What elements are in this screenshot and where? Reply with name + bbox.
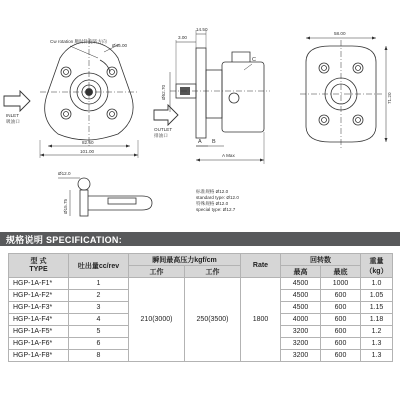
dim-101: 101.00 [80, 149, 95, 154]
cell-weight: 1.3 [361, 338, 393, 350]
dim-diameter-52: Ø52.70 [161, 84, 166, 100]
header-pressure: 瞬间最高压力kgf/cm [129, 254, 241, 266]
cell-displacement: 3 [69, 302, 129, 314]
outlet-arrow [154, 105, 178, 125]
label-c: C [252, 57, 256, 63]
label-b: B [212, 139, 216, 145]
cell-max: 3200 [281, 326, 321, 338]
cell-min: 600 [321, 326, 361, 338]
header-rpm: 回转数 [281, 254, 361, 266]
outlet-label-cn: 排油口 [154, 133, 168, 138]
cell-min: 600 [321, 350, 361, 362]
cell-model: HGP-1A-F8* [9, 350, 69, 362]
cell-max: 4500 [281, 302, 321, 314]
specification-title: 规格说明 SPECIFICATION: [6, 235, 123, 245]
dim-14: 14.50 [196, 27, 208, 32]
table-row [9, 278, 393, 290]
shaft-diameter-dim: Ø12.0 [58, 171, 71, 176]
cell-max: 3200 [281, 338, 321, 350]
cell-displacement: 1 [69, 278, 129, 290]
cell-model: HGP-1A-F6* [9, 338, 69, 350]
header-work-2: 工作 [185, 266, 241, 278]
cell-min: 1000 [321, 278, 361, 290]
inlet-label-cn: 吸油口 [6, 119, 20, 124]
cell-weight: 1.15 [361, 302, 393, 314]
shaft-detail [58, 178, 152, 216]
cell-displacement: 4 [69, 314, 129, 326]
cell-displacement: 6 [69, 338, 129, 350]
cell-min: 600 [321, 290, 361, 302]
header-type [9, 254, 69, 278]
cell-min: 600 [321, 338, 361, 350]
inlet-label-en: INLET [6, 113, 20, 118]
cell-model: HGP-1A-F5* [9, 326, 69, 338]
cell-weight: 1.3 [361, 350, 393, 362]
boss-diameter-dim: Ø45.00 [112, 43, 128, 48]
cell-max: 4000 [281, 314, 321, 326]
shaft-dim-15: Ø15.75 [63, 198, 68, 214]
specification-table [8, 253, 393, 362]
cell-model: HGP-1A-F2* [9, 290, 69, 302]
rear-view [300, 37, 388, 149]
standard-type-cn: 标准规格 Ø12.0 [196, 189, 229, 194]
cell-displacement: 5 [69, 326, 129, 338]
dim-82: 82.50 [82, 140, 94, 145]
cell-min: 600 [321, 314, 361, 326]
header-rate: Rate [241, 254, 281, 278]
header-type-en: TYPE [29, 265, 48, 273]
special-type-en: special type: Ø12.7 [196, 207, 236, 212]
header-type-cn: 型 式 [30, 257, 47, 265]
standard-type-en: standard type: Ø12.0 [196, 195, 239, 200]
inlet-arrow [4, 91, 30, 111]
cell-min: 600 [321, 302, 361, 314]
dim-3: 3.00 [178, 35, 187, 40]
cell-weight: 1.05 [361, 290, 393, 302]
cell-displacement: 8 [69, 350, 129, 362]
label-a: A [198, 139, 202, 145]
a-max-dim: A Max [222, 153, 235, 158]
specification-header-bar [0, 232, 400, 246]
cell-model: HGP-1A-F4* [9, 314, 69, 326]
cell-rate: 1800 [241, 278, 281, 362]
dim-71: 71.20 [387, 92, 392, 104]
cell-displacement: 2 [69, 290, 129, 302]
special-type-cn: 特殊规格 Ø12.0 [196, 201, 229, 206]
header-min: 最底 [321, 266, 361, 278]
cell-model: HGP-1A-F3* [9, 302, 69, 314]
dim-58: 58.00 [334, 31, 346, 36]
cell-weight: 1.18 [361, 314, 393, 326]
cell-max: 3200 [281, 350, 321, 362]
cell-pressure-2: 250(3500) [185, 278, 241, 362]
cell-max: 4500 [281, 290, 321, 302]
cell-weight: 1.2 [361, 326, 393, 338]
cell-max: 4500 [281, 278, 321, 290]
header-weight: 重量（kg） [361, 254, 393, 278]
header-displacement: 吐出量cc/rev [69, 254, 129, 278]
cell-pressure-1: 210(3000) [129, 278, 185, 362]
header-max: 最高 [281, 266, 321, 278]
header-work-1: 工作 [129, 266, 185, 278]
cell-model: HGP-1A-F1* [9, 278, 69, 290]
cell-weight: 1.0 [361, 278, 393, 290]
rotation-label: Cw rotation 顺时针旋转方向 [50, 39, 107, 44]
outlet-label-en: OUTLET [154, 127, 173, 132]
